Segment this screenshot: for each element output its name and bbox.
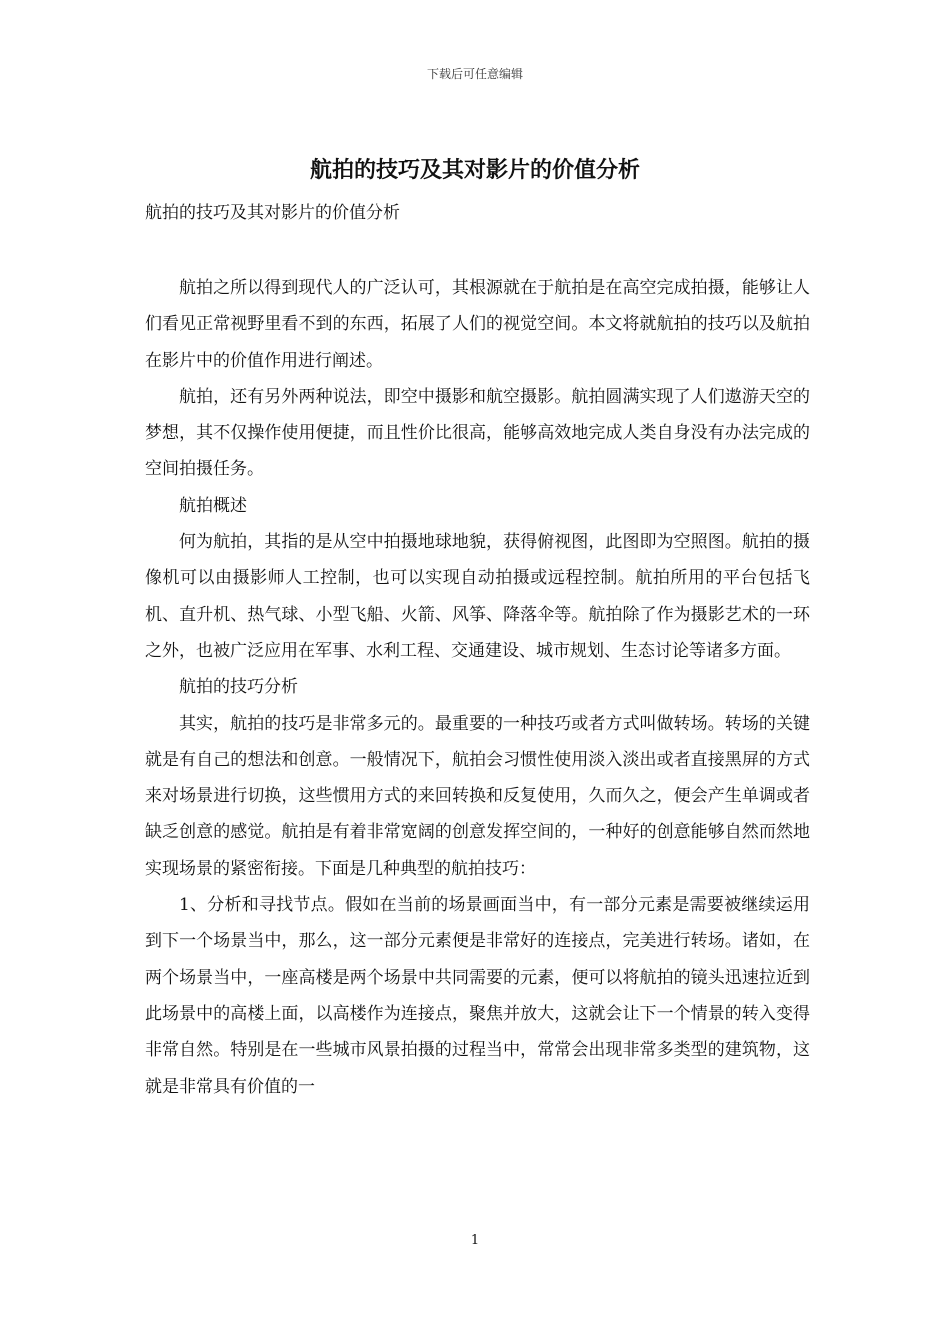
page-header: 下载后可任意编辑: [426, 67, 523, 81]
document-body: [145, 270, 810, 1105]
paragraph-definition: 航拍，还有另外两种说法，即空中摄影和航空摄影。航拍圆满实现了人们遨游天空的梦想，其不仅操作使用便捷，而且性价比很高，能够高效地完成人类自身没有办法完成的空间拍摄任务。: [145, 386, 810, 480]
document-subtitle: 航拍的技巧及其对影片的价值分析: [145, 203, 400, 223]
paragraph-intro: 航拍之所以得到现代人的广泛认可，其根源就在于航拍是在高空完成拍摄，能够让人们看见正常视野里看不到的东西，拓展了人们的视觉空间。本文将就航拍的技巧以及航拍在影片中的价值作用进行阐述。: [145, 278, 810, 371]
document-title: 航拍的技巧及其对影片的价值分析: [309, 157, 640, 183]
section-heading-techniques: 航拍的技巧分析: [179, 677, 298, 698]
section-heading-overview: 航拍概述: [179, 495, 247, 516]
paragraph-technique-1: 1、分析和寻找节点。假如在当前的场景画面当中，有一部分元素是需要被继续运用到下一个场景当中，那么，这一部分元素便是非常好的连接点，完美进行转场。诸如，在两个场景当中，一座高楼是两个场景中共同需要的元素，便可以将航拍的镜头迅速拉近到此场景中的高楼上面，以高楼作为连接点，聚焦并放大，这就会让下一个情景的转入变得非常自然。特别是在一些城市风景拍摄的过程当中，常常会出现非常多类型的建筑物，这就是非常具有价值的一: [145, 895, 810, 1097]
paragraph-techniques: 其实，航拍的技巧是非常多元的。最重要的一种技巧或者方式叫做转场。转场的关键就是有自己的想法和创意。一般情况下，航拍会习惯性使用淡入淡出或者直接黑屏的方式来对场景进行切换，这些惯用方式的来回转换和反复使用，久而久之，便会产生单调或者缺乏创意的感觉。航拍是有着非常宽阔的创意发挥空间的，一种好的创意能够自然而然地实现场景的紧密衔接。下面是几种典型的航拍技巧：: [145, 713, 810, 879]
paragraph-overview: 何为航拍，其指的是从空中拍摄地球地貌，获得俯视图，此图即为空照图。航拍的摄像机可以由摄影师人工控制，也可以实现自动拍摄或远程控制。航拍所用的平台包括飞机、直升机、热气球、小型飞船、火箭、风筝、降落伞等。航拍除了作为摄影艺术的一环之外，也被广泛应用在军事、水利工程、交通建设、城市规划、生态讨论等诸多方面。: [145, 532, 810, 661]
page-number: 1: [470, 1233, 480, 1248]
